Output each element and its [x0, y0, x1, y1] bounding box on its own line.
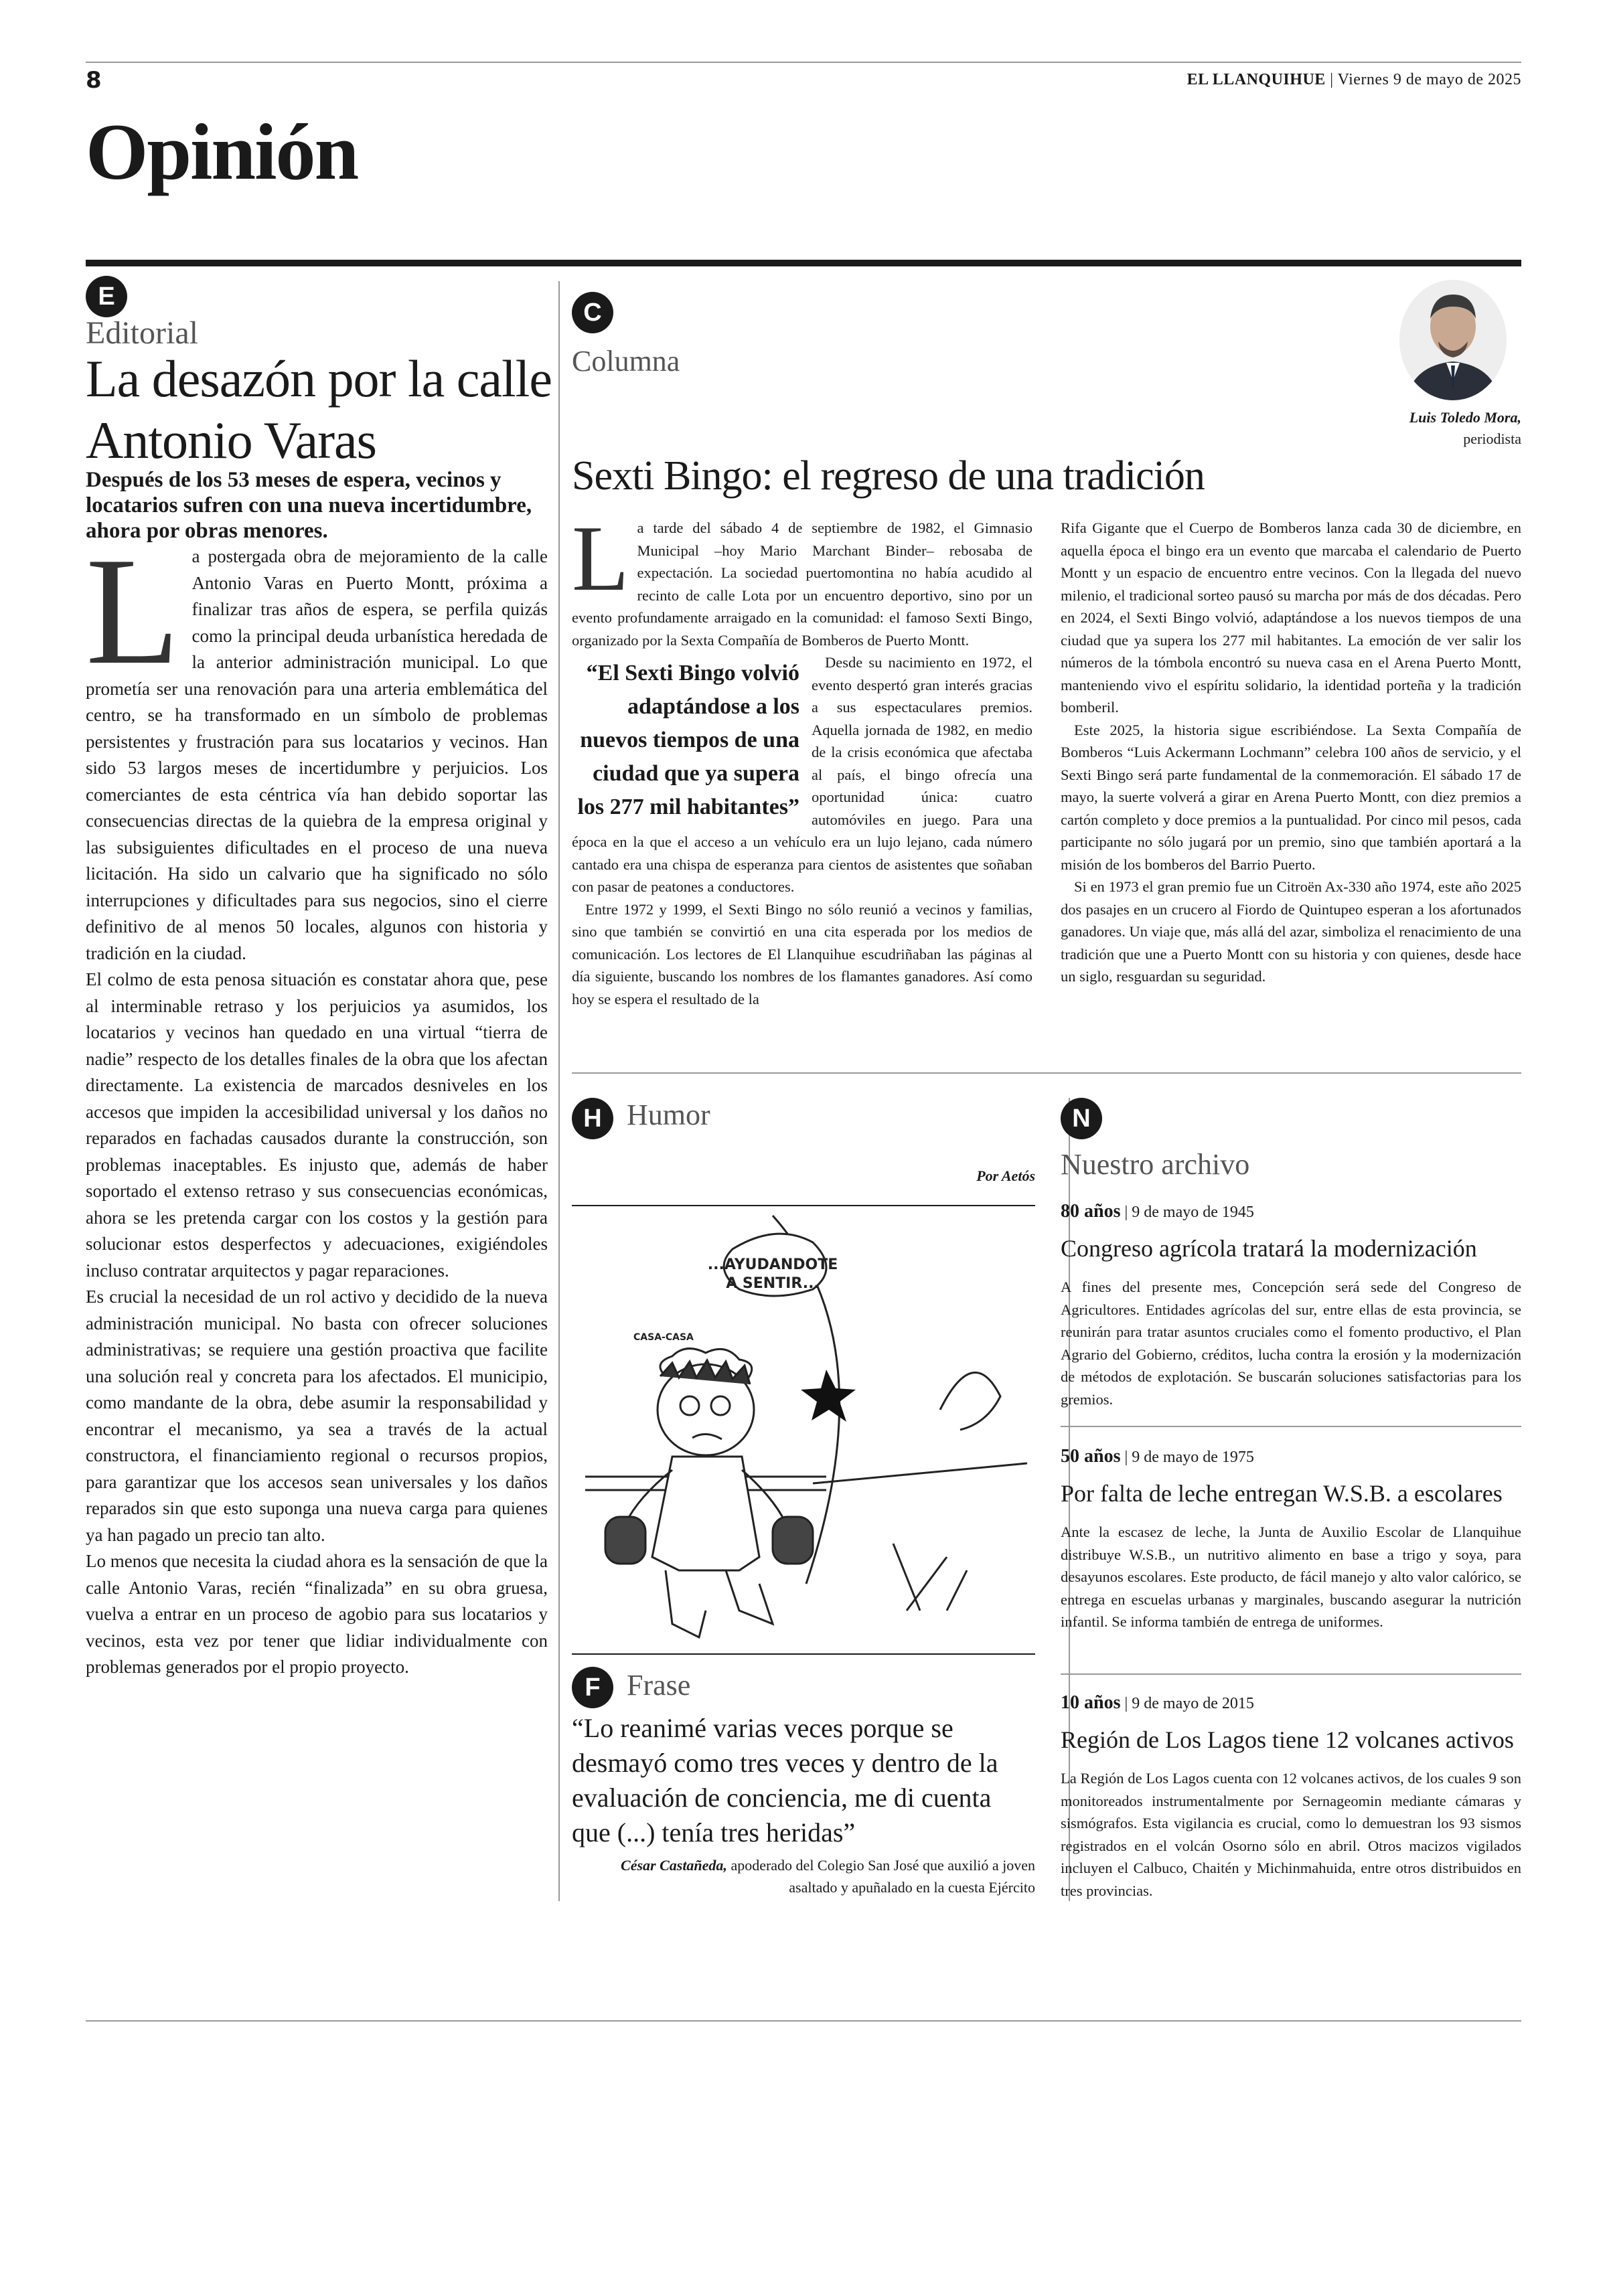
frase-badge: F	[572, 1667, 613, 1708]
humor-byline: Por Aetós	[976, 1167, 1035, 1184]
frase-quote: “Lo reanimé varias veces porque se desmayó como tres veces y dentro de la evaluación de conciencia, me di cuenta que (...) tenía tres heridas”	[572, 1713, 998, 1848]
column-headline: Sexti Bingo: el regreso de una tradición	[572, 453, 1205, 499]
column-body-left	[572, 507, 1032, 1052]
column-paragraph: Rifa Gigante que el Cuerpo de Bomberos lanza cada 30 de diciembre, en aquella época el bingo era un evento que marcaba el calendario de Puerto Montt y un espacio de encuentro entre vecinos. Con la llegada del nuevo milenio, el tradicional sorteo pausó su marcha por más de dos décadas. Pero en 2024, el Sexti Bingo volvió, adaptándose a los nuevos tiempos de una ciudad que ya supera los 277 mil habitantes. La emoción de ver salir los números de la tómbola encontró su nueva casa en el Arena Puerto Montt, manteniendo vivo el espíritu solidario, la identidad porteña y la tradición bomberil.	[1061, 519, 1521, 716]
page-number: 8	[86, 67, 102, 94]
archive-item-date	[1061, 1201, 1521, 1222]
column-divider	[558, 281, 560, 1901]
frase-credit-text: apoderado del Colegio San José que auxilió a joven asaltado y apuñalado en la cuesta Ejército	[726, 1857, 1035, 1896]
author-name: Luis Toledo Mora,	[1409, 409, 1521, 426]
column-pullquote: “El Sexti Bingo volvió adaptándose a los nuevos tiempos de una ciudad que ya supera los 277 mil habitantes”	[577, 661, 799, 819]
editorial-dropcap: L	[86, 525, 180, 696]
editorial-kicker: Editorial	[86, 315, 198, 351]
editorial-paragraph: a postergada obra de mejoramiento de la calle Antonio Varas en Puerto Montt, próxima a finalizar tras años de espera, se perfila quizás como la principal deuda urbanística heredada de la anterior administración municipal. Lo que prometía ser una renovación para una arteria emblemática del centro, se ha transformado en un símbolo de problemas persistentes y frustración para sus locatarios y vecinos. Han sido 53 largos meses de incertidumbre y perjuicios. Los comerciantes de esta céntrica vía han debido soportar las consecuencias directas de la quiebra de la empresa original y las subsiguientes dificultades en el proceso de una nueva licitación. Ha sido un calvario que ha significado no sólo interrupciones y dificultades para sus negocios, sino el cierre definitivo de al menos 50 locales, algunos con historia y tradición en la ciudad.	[86, 546, 548, 963]
archive-item-title: Congreso agrícola tratará la modernización	[1061, 1235, 1477, 1262]
archive-item-datetext: | 9 de mayo de 2015	[1124, 1695, 1254, 1712]
cartoon-top-rule	[572, 1205, 1035, 1206]
column-kicker: Columna	[572, 345, 680, 378]
frase-credit	[572, 1854, 1035, 1898]
cartoon-hair-label: CASA-CASA	[633, 1332, 694, 1343]
editorial-paragraph: Es crucial la necesidad de un rol activo y decidido de la nueva administración municipal. No basta con ofrecer soluciones administrativas; se requiere una gestión proactiva que facilite una solución real y concreta para los afectados. El municipio, como mandante de la obra, debe asumir la responsabilidad y encontrar el mecanismo, ya sea a través de la actual constructora, el financiamiento regional o recursos propios, para garantizar que los accesos sean universales y los daños reparados sin que esto suponga una nueva carga para quienes ya han pagado un precio tan alto.	[86, 1287, 548, 1545]
archive-item	[1061, 1692, 1521, 1902]
archive-item-years: 50 años	[1061, 1446, 1121, 1467]
editorial-deck: Después de los 53 meses de espera, vecinos y locatarios sufren con una nueva incertidumbre, ahora por obras menores.	[86, 468, 532, 543]
humor-badge: H	[572, 1098, 613, 1139]
column-author	[1320, 407, 1521, 450]
cartoon-bubble-text-1: ...AYUDANDOTE	[707, 1256, 838, 1273]
archive-item-title: Región de Los Lagos tiene 12 volcanes activos	[1061, 1726, 1514, 1753]
masthead-separator: |	[1330, 71, 1334, 88]
author-photo	[1399, 280, 1507, 400]
frase-kicker: Frase	[627, 1669, 691, 1702]
section-title: Opinión	[86, 107, 358, 196]
archive-item-text: Ante la escasez de leche, la Junta de Auxilio Escolar de Llanquihue distribuye W.S.B., un nutritivo alimento en base a trigo y soya, para desayunos escolares. Este producto, de fácil manejo y alto valor calórico, se entrega en escuelas urbanas y marginales, buscando asegurar la nutrición infantil. Se informa también de entrega de uniformes.	[1061, 1524, 1521, 1630]
archive-divider	[1061, 1426, 1521, 1427]
humor-cartoon	[572, 1209, 1035, 1651]
editorial-paragraph: Lo menos que necesita la ciudad ahora es la sensación de que la calle Antonio Varas, recién “finalizada” en su obra gruesa, vuelva a entrar en un proceso de agobio para sus locatarios y vecinos, esta vez por tener que lidiar individualmente con problemas generados por el propio proyecto.	[86, 1551, 548, 1677]
issue-date: Viernes 9 de mayo de 2025	[1337, 71, 1521, 88]
bottom-rule	[86, 2020, 1521, 2022]
column-paragraph: Si en 1973 el gran premio fue un Citroën Ax-330 año 1974, este año 2025 dos pasajes en un crucero al Fiordo de Quintupeo esperan a los afortunados ganadores. Un viaje que, más allá del azar, simboliza el renacimiento de una tradición que une a Puerto Montt con su historia y con quienes, desde hace un siglo, resguardan su seguridad.	[1061, 878, 1521, 985]
author-role: periodista	[1463, 430, 1521, 447]
editorial-body	[86, 525, 548, 1909]
column-dropcap: L	[572, 507, 629, 610]
archive-item-text: La Región de Los Lagos cuenta con 12 volcanes activos, de los cuales 9 son monitoreados instrumentalmente por Sernageomin mediante cámaras y sismógrafos. Esta vigilancia es crucial, como lo demuestran los 93 sismos registrados en el volcán Osorno sólo en abril. Otros macizos vigilados incluyen el Calbuco, Chaitén y Michinmahuida, entre otros distribuidos en tres provincias.	[1061, 1770, 1521, 1899]
humor-kicker: Humor	[627, 1098, 710, 1131]
archive-item-years: 80 años	[1061, 1201, 1121, 1222]
section-rule	[86, 260, 1521, 266]
cartoon-bubble-text-2: A SENTIR...	[726, 1275, 820, 1292]
editorial-badge: E	[86, 276, 127, 317]
column-paragraph: Este 2025, la historia sigue escribiéndose. La Sexta Compañía de Bomberos “Luis Ackermann Lochmann” celebra 100 años de servicio, y el Sexti Bingo será parte fundamental de la conmemoración. El sábado 17 de mayo, la suerte volverá a girar en Arena Puerto Montt, con diez premios a cartón completo y doce premios a la puntualidad. Por cinco mil pesos, cada participante no sólo jugará por un premio, sino que también aportará a la misión de los bomberos del Barrio Puerto.	[1061, 721, 1521, 873]
column-paragraph: Entre 1972 y 1999, el Sexti Bingo no sólo reunió a vecinos y familias, sino que también se convirtió en una cita esperada por los medios de comunicación. Los lectores de El Llanquihue escudriñaban las páginas al día siguiente, buscando los nombres de los flamantes ganadores. Así como hoy se espera el resultado de la	[572, 900, 1032, 1007]
top-rule	[86, 62, 1521, 63]
newspaper-name: EL LLANQUIHUE	[1187, 71, 1326, 88]
horizontal-rule	[572, 1072, 1521, 1074]
archive-item-datetext: | 9 de mayo de 1945	[1124, 1204, 1254, 1221]
archive-item	[1061, 1201, 1521, 1410]
masthead	[1187, 71, 1521, 89]
archive-item-title: Por falta de leche entregan W.S.B. a escolares	[1061, 1480, 1503, 1507]
editorial-headline: La desazón por la calle Antonio Varas	[86, 349, 552, 469]
archive-item-date	[1061, 1446, 1521, 1467]
archive-item-date	[1061, 1692, 1521, 1714]
cartoon-bottom-rule	[572, 1653, 1035, 1655]
archive-divider	[1061, 1673, 1521, 1675]
archive-item-years: 10 años	[1061, 1692, 1121, 1713]
archive-item-text: A fines del presente mes, Concepción será sede del Congreso de Agricultores. Entidades agrícolas del sur, entre ellas de esta provincia, se reunirán para tratar asuntos cruciales como el fomento productivo, el Plan Agrario del Gobierno, créditos, lucha contra la erosión y la modernización de métodos de explotación. Se buscarán soluciones satisfactorias para los gremios.	[1061, 1279, 1521, 1408]
frase-credit-name: César Castañeda,	[621, 1857, 727, 1874]
archive-badge: N	[1061, 1098, 1102, 1139]
editorial-paragraph: El colmo de esta penosa situación es constatar ahora que, pese al interminable retraso y los perjuicios ya asumidos, los locatarios y vecinos han quedado en una virtual “tierra de nadie” respecto de los detalles finales de la obra que los afectan directamente. La existencia de marcados desniveles en los accesos que impiden la accesibilidad universal y los daños no reparados en fachadas causados durante la construcción, son problemas inaceptables. Es injusto que, además de haber soportado el extenso retraso y sus consecuencias económicas, ahora se les pretenda cargar con los costos y la gestión para solucionar estos desperfectos y adecuaciones, exigiéndoles incluso contratar arquitectos y pagar reparaciones.	[86, 969, 548, 1281]
column-paragraph: a tarde del sábado 4 de septiembre de 1982, el Gimnasio Municipal –hoy Mario Marchant Binder– rebosaba de expectación. La sociedad puertomontina no había acudido al recinto de calle Lota por un encuentro deportivo, sino por un evento profundamente arraigado en la comunidad: el famoso Sexti Bingo, organizado por la Sexta Compañía de Bomberos de Puerto Montt.	[572, 519, 1032, 649]
column-badge: C	[572, 292, 613, 333]
archive-kicker: Nuestro archivo	[1061, 1148, 1250, 1181]
archive-item-datetext: | 9 de mayo de 1975	[1124, 1449, 1254, 1466]
column-paragraph: Desde su nacimiento en 1972, el evento despertó gran interés gracias a sus espectaculares premios. Aquella jornada de 1982, en medio de la crisis económica que afectaba al país, el bingo ofrecía una oportunidad única: cuatro automóviles en juego. Para una época en la que el acceso a un vehículo era un lujo lejano, cada número cantado era una chispa de esperanza para cientos de asistentes que soñaban con pasar de peatones a conductores.	[572, 654, 1032, 895]
column-body-right	[1061, 517, 1521, 1066]
archive-item	[1061, 1446, 1521, 1633]
